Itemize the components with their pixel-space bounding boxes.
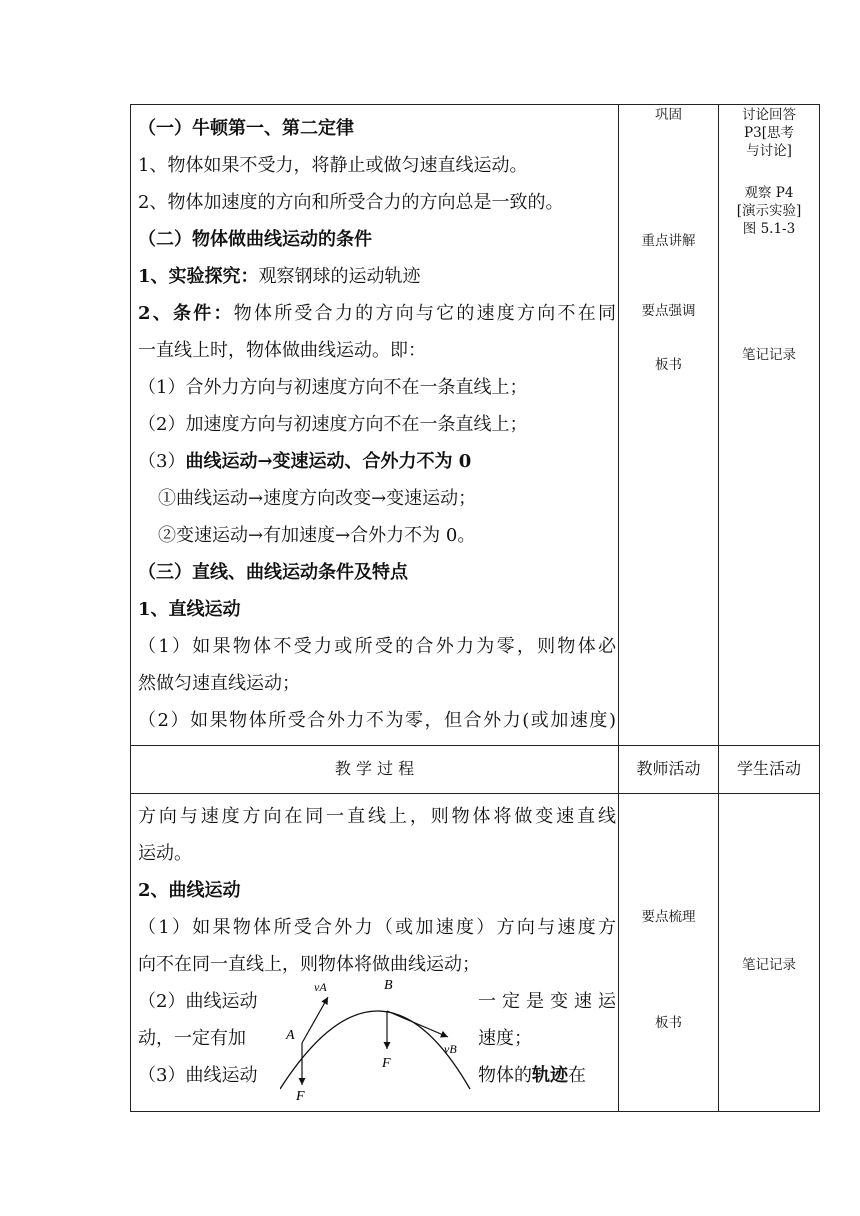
table-border-right <box>819 104 820 1112</box>
student-note: 图 5.1-3 <box>742 221 796 237</box>
text-line: （1）如果物体不受力或所受的合外力为零，则物体必 <box>138 636 616 657</box>
header-teaching-process: 教 学 过 程 <box>334 759 415 778</box>
curve-heading: 2、曲线运动 <box>138 880 241 901</box>
label-vb: vB <box>444 1042 457 1056</box>
text-line: （3）曲线运动 <box>138 1065 258 1086</box>
trajectory-text: 在 <box>568 1065 586 1086</box>
item3-line <box>138 443 616 480</box>
trajectory-bold: 轨迹 <box>532 1065 568 1086</box>
student-note: 笔记记录 <box>742 957 796 973</box>
label-va: vA <box>314 980 327 994</box>
text-line: ①曲线运动→速度方向改变→变速运动； <box>158 488 477 509</box>
section1-heading: （一）牛顿第一、第二定律 <box>138 118 354 139</box>
wrap-left <box>138 983 273 1094</box>
item3-prefix: （3） <box>138 451 186 472</box>
section2-heading: （二）物体做曲线运动的条件 <box>138 229 372 250</box>
teacher-activity-top <box>619 104 718 745</box>
text-line: 一定是变速运 <box>478 991 616 1012</box>
teacher-activity-bottom <box>619 794 718 1111</box>
wrap-right <box>478 983 616 1094</box>
teacher-note: 巩固 <box>655 107 682 123</box>
header-teacher-activity: 教师活动 <box>636 759 701 778</box>
condition-line <box>138 295 616 332</box>
teacher-note: 要点强调 <box>641 303 696 319</box>
teacher-note: 板书 <box>655 1015 682 1031</box>
table-border-left <box>130 104 131 1112</box>
experiment-text: 观察钢球的运动轨迹 <box>258 266 421 287</box>
text-line: （1）如果物体所受合外力（或加速度）方向与速度方 <box>138 917 616 938</box>
table-border-bottom <box>130 1111 820 1112</box>
student-note: 讨论回答 <box>742 107 796 123</box>
label-b: B <box>384 978 393 993</box>
text-line: 动，一定有加 <box>138 1028 246 1049</box>
trajectory-line <box>478 1057 616 1094</box>
text-line: （2）曲线运动 <box>138 991 258 1012</box>
student-activity-bottom <box>719 794 819 1111</box>
student-note: 笔记记录 <box>742 347 796 363</box>
trajectory-text: 物体的 <box>478 1065 532 1086</box>
text-line: ②变速运动→有加速度→合外力不为 0。 <box>158 525 476 546</box>
teacher-note: 板书 <box>655 357 682 373</box>
curved-motion-figure <box>280 973 476 1101</box>
text-line: 一直线上时，物体做曲线运动。即： <box>138 340 426 361</box>
text-line: 然做匀速直线运动； <box>138 673 300 694</box>
section3-heading: （三）直线、曲线运动条件及特点 <box>138 562 408 583</box>
student-note: P3[思考 <box>744 125 794 141</box>
figure-wrapped-text <box>138 978 616 1103</box>
text-line: 1、物体如果不受力，将静止或做匀速直线运动。 <box>138 155 528 176</box>
text-line: 速度； <box>478 1028 532 1049</box>
student-note: [演示实验] <box>736 203 802 219</box>
text-line: 运动。 <box>138 843 192 864</box>
text-line: （2）如果物体所受合外力不为零，但合外力(或加速度) <box>138 710 616 731</box>
linear-heading: 1、直线运动 <box>138 599 241 620</box>
label-f-a: F <box>296 1089 305 1101</box>
label-a: A <box>286 1028 295 1043</box>
student-activity-top <box>719 104 819 745</box>
teacher-note: 要点梳理 <box>641 909 696 925</box>
student-note: 与讨论] <box>746 143 792 159</box>
label-f-b: F <box>382 1056 391 1071</box>
text-line: 方向与速度方向在同一直线上，则物体将做变速直线 <box>138 806 616 827</box>
text-line: （2）加速度方向与初速度方向不在一条直线上； <box>138 414 528 435</box>
text-line: （1）合外力方向与初速度方向不在一条直线上； <box>138 377 528 398</box>
student-note: 观察 P4 <box>744 185 794 201</box>
teacher-note: 重点讲解 <box>641 233 696 249</box>
velocity-a-arrow <box>302 997 328 1043</box>
experiment-label: 1、实验探究： <box>138 266 259 287</box>
header-student-activity: 学生活动 <box>736 759 801 778</box>
condition-label: 2、条件： <box>138 303 234 324</box>
trajectory-curve <box>280 1011 470 1089</box>
item3-bold: 曲线运动→变速运动、合外力不为 0 <box>185 451 472 472</box>
main-content-top <box>138 110 616 739</box>
text-line: 向不在同一直线上，则物体将做曲线运动； <box>138 954 480 975</box>
experiment-line <box>138 258 616 295</box>
text-line: 2、物体加速度的方向和所受合力的方向总是一致的。 <box>138 192 564 213</box>
main-content-bottom <box>138 798 616 983</box>
velocity-b-arrow <box>387 1011 448 1037</box>
condition-text: 物体所受合力的方向与它的速度方向不在同 <box>233 303 616 324</box>
